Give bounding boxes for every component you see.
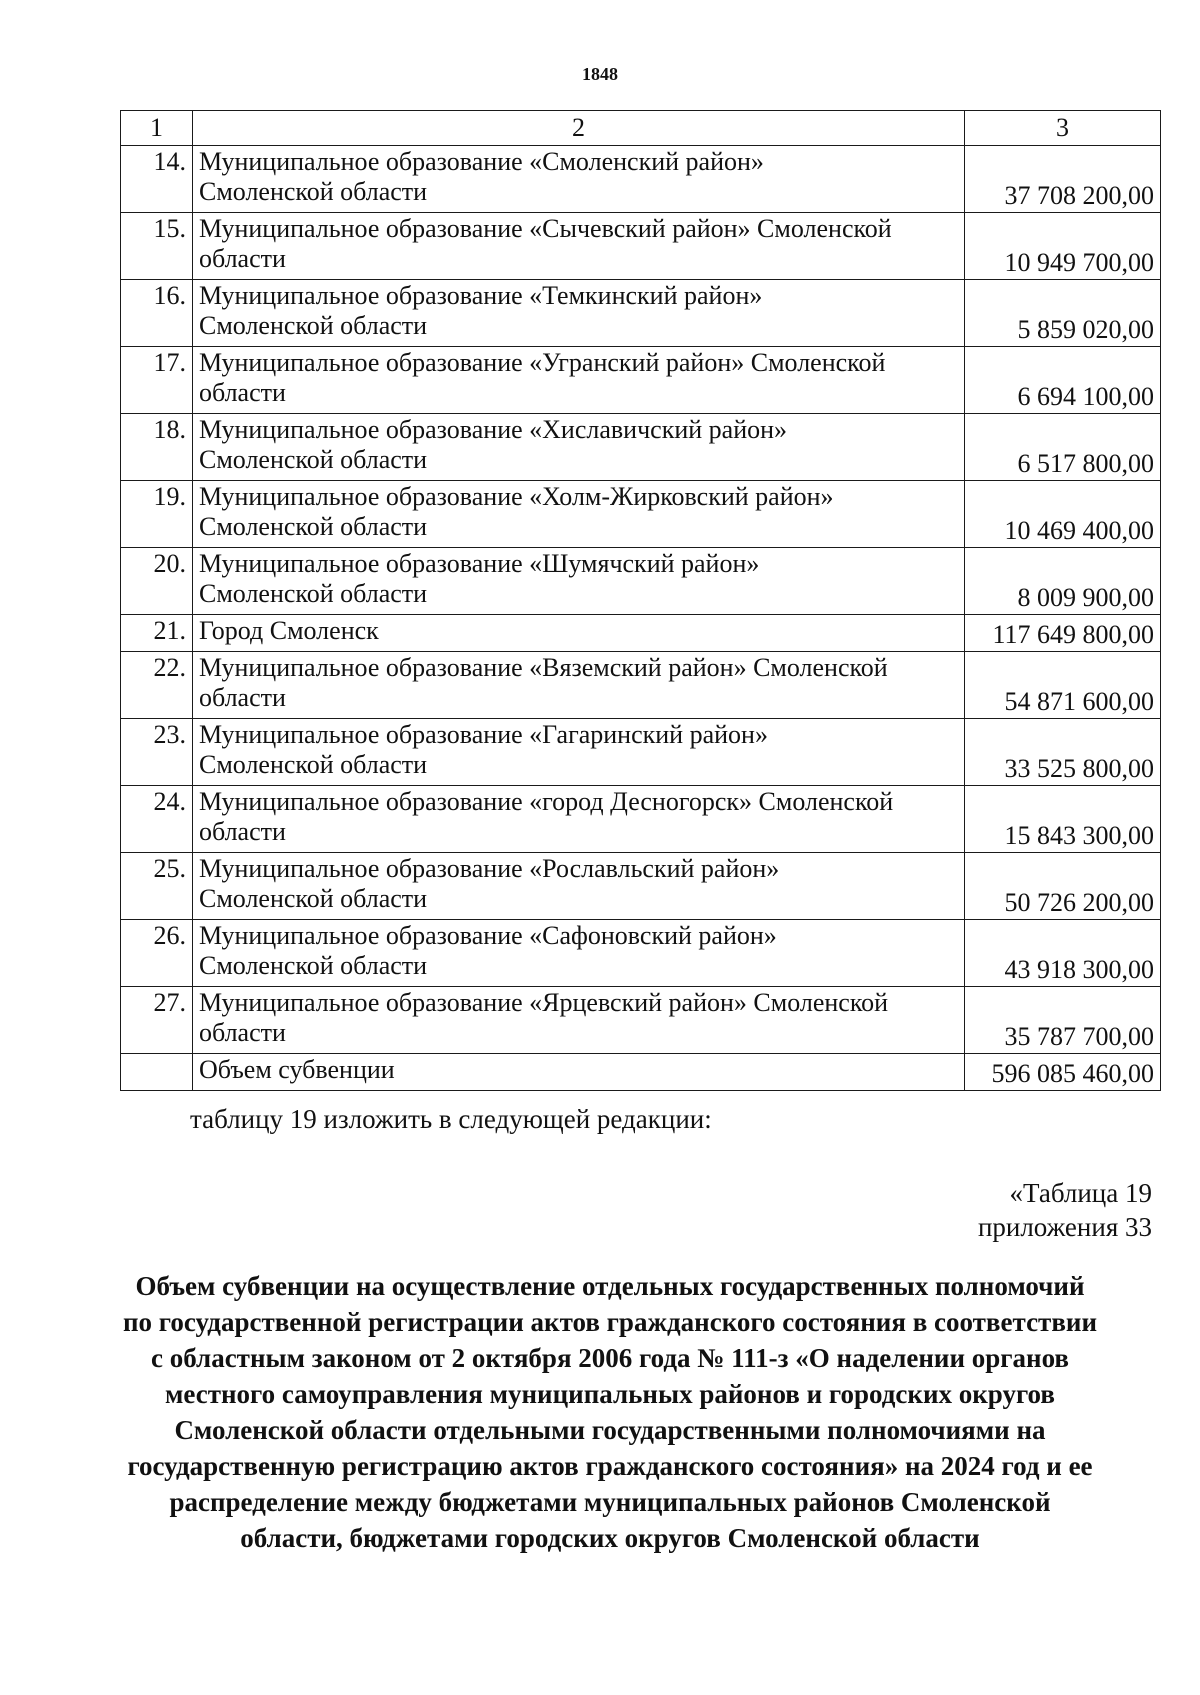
total-amount: 596 085 460,00 [965, 1054, 1161, 1091]
municipality-name [193, 146, 965, 213]
municipality-name-line: Муниципальное образование «Вяземский район» Смоленской [199, 653, 888, 682]
municipality-name-line: области [199, 244, 286, 273]
row-number: 24. [121, 786, 193, 853]
municipality-name [193, 615, 965, 652]
municipality-name-line: Смоленской области [199, 512, 428, 541]
row-number: 27. [121, 987, 193, 1054]
row-number: 15. [121, 213, 193, 280]
municipality-name [193, 987, 965, 1054]
subvention-amount: 33 525 800,00 [965, 719, 1161, 786]
municipality-name-line: Муниципальное образование «Шумячский район» [199, 549, 760, 578]
municipality-name-line: Муниципальное образование «Ярцевский район» Смоленской [199, 988, 889, 1017]
row-number: 26. [121, 920, 193, 987]
table-reference-line: приложения 33 [977, 1212, 1152, 1242]
header-cell-3: 3 [965, 111, 1161, 146]
row-number: 19. [121, 481, 193, 548]
subvention-amount: 10 469 400,00 [965, 481, 1161, 548]
table-row [121, 719, 1161, 786]
subvention-amount: 15 843 300,00 [965, 786, 1161, 853]
municipality-name-line: области [199, 378, 286, 407]
title-line: местного самоуправления муниципальных районов и городских округов [165, 1379, 1055, 1409]
table-row [121, 920, 1161, 987]
municipality-name [193, 853, 965, 920]
subvention-amount: 117 649 800,00 [965, 615, 1161, 652]
header-cell-1: 1 [121, 111, 193, 146]
header-cell-2: 2 [193, 111, 965, 146]
subvention-amount: 10 949 700,00 [965, 213, 1161, 280]
municipality-name-line: области [199, 817, 286, 846]
municipality-name [193, 548, 965, 615]
municipality-name-line: Муниципальное образование «Рославльский район» [199, 854, 780, 883]
total-row [121, 1054, 1161, 1091]
table-body [121, 111, 1161, 1091]
row-number: 22. [121, 652, 193, 719]
row-number: 14. [121, 146, 193, 213]
subvention-amount: 6 694 100,00 [965, 347, 1161, 414]
municipality-name-line: Смоленской области [199, 951, 428, 980]
subvention-table [120, 110, 1161, 1091]
table-row [121, 213, 1161, 280]
subvention-amount: 37 708 200,00 [965, 146, 1161, 213]
municipality-name [193, 347, 965, 414]
subvention-amount: 50 726 200,00 [965, 853, 1161, 920]
table-row [121, 615, 1161, 652]
municipality-name-line: области [199, 1018, 286, 1047]
table-reference-line: «Таблица 19 [1009, 1178, 1152, 1208]
total-label: Объем субвенции [193, 1054, 965, 1091]
municipality-name-line: Муниципальное образование «Гагаринский район» [199, 720, 768, 749]
table-row [121, 548, 1161, 615]
table-row [121, 652, 1161, 719]
municipality-name [193, 481, 965, 548]
municipality-name-line: Муниципальное образование «Угранский район» Смоленской [199, 348, 886, 377]
row-number: 21. [121, 615, 193, 652]
table-row [121, 414, 1161, 481]
title-line: государственную регистрацию актов гражданского состояния» на 2024 год и ее [127, 1451, 1093, 1481]
section-title [110, 1268, 1110, 1556]
table-row [121, 280, 1161, 347]
title-line: по государственной регистрации актов гражданского состояния в соответствии [122, 1307, 1098, 1337]
table-row [121, 347, 1161, 414]
subvention-amount: 35 787 700,00 [965, 987, 1161, 1054]
municipality-name-line: Смоленской области [199, 177, 428, 206]
municipality-name [193, 719, 965, 786]
municipality-name-line: Муниципальное образование «Холм-Жирковский район» [199, 482, 834, 511]
title-line: распределение между бюджетами муниципальных районов Смоленской [169, 1487, 1051, 1517]
title-line: Смоленской области отдельными государственными полномочиями на [174, 1415, 1046, 1445]
subvention-amount: 5 859 020,00 [965, 280, 1161, 347]
municipality-name-line: Муниципальное образование «Сычевский район» Смоленской [199, 214, 892, 243]
subvention-amount: 6 517 800,00 [965, 414, 1161, 481]
table-row [121, 853, 1161, 920]
municipality-name-line: Муниципальное образование «Сафоновский район» [199, 921, 777, 950]
municipality-name-line: Муниципальное образование «Хиславичский район» [199, 415, 788, 444]
subvention-amount: 8 009 900,00 [965, 548, 1161, 615]
subvention-amount: 43 918 300,00 [965, 920, 1161, 987]
municipality-name [193, 280, 965, 347]
municipality-name [193, 414, 965, 481]
municipality-name [193, 652, 965, 719]
title-line: с областным законом от 2 октября 2006 года № 111-з «О наделении органов [150, 1343, 1070, 1373]
municipality-name-line: Смоленской области [199, 750, 428, 779]
municipality-name-line: Муниципальное образование «город Десногорск» Смоленской [199, 787, 894, 816]
row-number: 23. [121, 719, 193, 786]
instruction-text: таблицу 19 изложить в следующей редакции: [190, 1104, 712, 1134]
municipality-name [193, 213, 965, 280]
total-number-cell [121, 1054, 193, 1091]
municipality-name [193, 920, 965, 987]
municipality-name-line: Смоленской области [199, 884, 428, 913]
table-row [121, 481, 1161, 548]
row-number: 20. [121, 548, 193, 615]
table-row [121, 146, 1161, 213]
municipality-name-line: Смоленской области [199, 579, 428, 608]
municipality-name-line: области [199, 683, 286, 712]
table-row [121, 987, 1161, 1054]
municipality-name-line: Город Смоленск [199, 616, 379, 645]
title-line: области, бюджетами городских округов Смоленской области [240, 1523, 980, 1553]
table-reference [978, 1176, 1152, 1244]
municipality-name-line: Смоленской области [199, 311, 428, 340]
table-header-row [121, 111, 1161, 146]
title-line: Объем субвенции на осуществление отдельных государственных полномочий [135, 1271, 1085, 1301]
row-number: 17. [121, 347, 193, 414]
row-number: 25. [121, 853, 193, 920]
page-number: 1848 [582, 64, 618, 84]
row-number: 18. [121, 414, 193, 481]
row-number: 16. [121, 280, 193, 347]
municipality-name [193, 786, 965, 853]
municipality-name-line: Муниципальное образование «Смоленский район» [199, 147, 764, 176]
table-row [121, 786, 1161, 853]
municipality-name-line: Смоленской области [199, 445, 428, 474]
subvention-amount: 54 871 600,00 [965, 652, 1161, 719]
municipality-name-line: Муниципальное образование «Темкинский район» [199, 281, 763, 310]
